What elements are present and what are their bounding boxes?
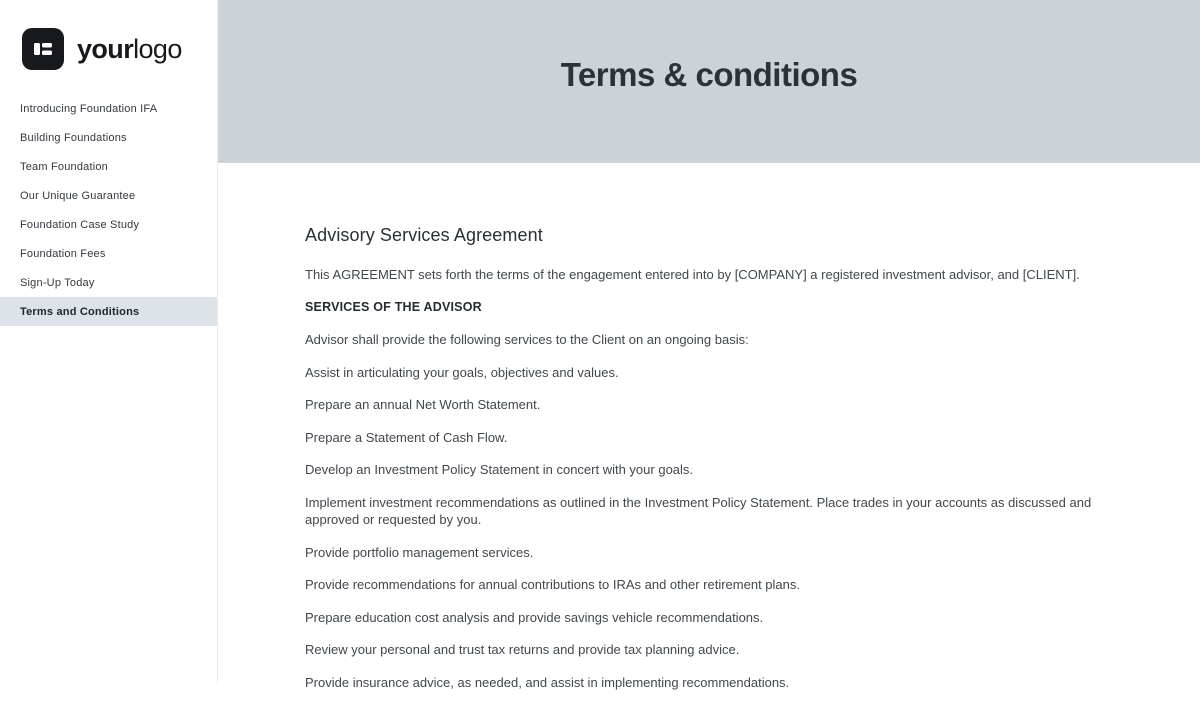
paragraph-advisor-shall-provide: Advisor shall provide the following services to the Client on an ongoing basis: — [305, 332, 749, 347]
document-body — [218, 163, 1098, 706]
paragraph-agreement-intro: This AGREEMENT sets forth the terms of the engagement entered into by [COMPANY] a registered investment advisor, and [CLIENT]. — [305, 267, 1080, 282]
sidebar-nav — [0, 94, 217, 326]
sidebar — [0, 0, 218, 684]
logo-text-bold: your — [77, 33, 134, 64]
document-heading: Advisory Services Agreement — [305, 225, 543, 245]
sidebar-item-team-foundation[interactable]: Team Foundation — [20, 160, 108, 173]
paragraph-tax-returns-review: Review your personal and trust tax returns and provide tax planning advice. — [305, 642, 740, 657]
paragraph-implement-recommendations: Implement investment recommendations as outlined in the Investment Policy Statement. Place trades in your accounts as discussed and approved or requested by you. — [305, 494, 1092, 527]
sidebar-item-introducing-foundation-ifa[interactable]: Introducing Foundation IFA — [20, 102, 158, 115]
logo-text-light: logo — [133, 33, 182, 64]
sidebar-item-sign-up-today[interactable]: Sign-Up Today — [20, 276, 95, 289]
paragraph-services-of-the-advisor-heading: SERVICES OF THE ADVISOR — [305, 299, 482, 314]
sidebar-item-terms-and-conditions[interactable]: Terms and Conditions — [0, 297, 217, 326]
paragraph-ira-contributions: Provide recommendations for annual contributions to IRAs and other retirement plans. — [305, 577, 800, 592]
main-area — [218, 0, 1200, 690]
page-title: Terms & conditions — [560, 55, 858, 93]
sidebar-item-foundation-fees[interactable]: Foundation Fees — [20, 247, 106, 260]
paragraph-insurance-advice: Provide insurance advice, as needed, and assist in implementing recommendations. — [305, 674, 790, 690]
sidebar-item-our-unique-guarantee[interactable]: Our Unique Guarantee — [20, 189, 136, 202]
paragraph-investment-policy-statement: Develop an Investment Policy Statement in concert with your goals. — [305, 462, 694, 477]
logo-text — [77, 33, 182, 64]
paragraph-education-cost-analysis: Prepare education cost analysis and provide savings vehicle recommendations. — [305, 609, 764, 625]
logo-icon — [22, 28, 64, 70]
paragraph-net-worth-statement: Prepare an annual Net Worth Statement. — [305, 397, 541, 412]
sidebar-item-foundation-case-study[interactable]: Foundation Case Study — [20, 218, 140, 231]
paragraph-portfolio-management: Provide portfolio management services. — [305, 544, 534, 560]
hero-banner — [218, 0, 1200, 163]
sidebar-item-building-foundations[interactable]: Building Foundations — [20, 131, 127, 144]
paragraph-cash-flow-statement: Prepare a Statement of Cash Flow. — [305, 429, 508, 445]
logo[interactable] — [0, 0, 217, 72]
paragraph-assist-goals: Assist in articulating your goals, objectives and values. — [305, 364, 619, 380]
